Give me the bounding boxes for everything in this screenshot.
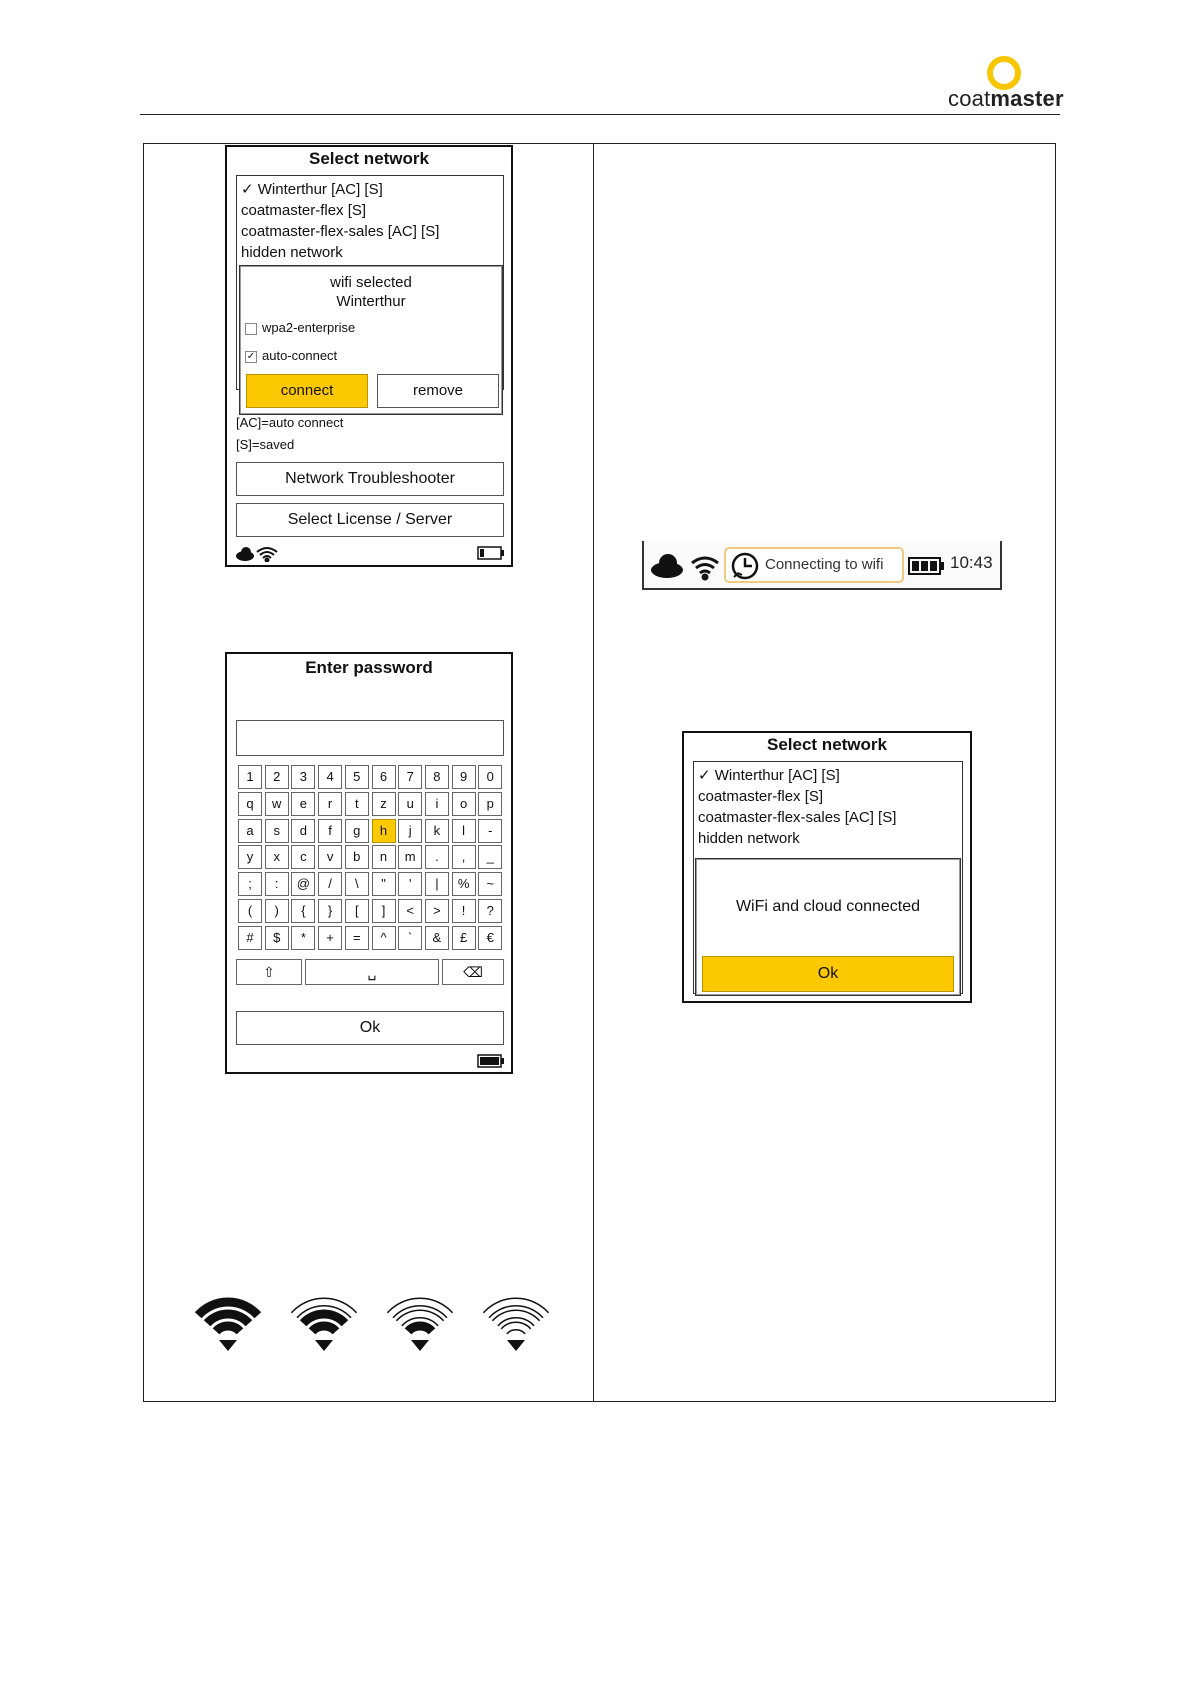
keyboard-key[interactable]: y (238, 845, 262, 869)
cloud-icon (236, 547, 254, 561)
keyboard-key[interactable]: 5 (345, 765, 369, 789)
network-item-winterthur[interactable]: ✓ Winterthur [AC] [S] (241, 181, 383, 198)
keyboard-key[interactable]: > (425, 899, 449, 923)
keyboard-key[interactable]: 3 (291, 765, 315, 789)
wifi-icon (692, 558, 718, 579)
keyboard-key[interactable]: j (398, 819, 422, 843)
keyboard-key[interactable]: v (318, 845, 342, 869)
keyboard-key[interactable]: 0 (478, 765, 502, 789)
auto-connect-option[interactable] (245, 348, 337, 363)
keyboard-key[interactable]: " (372, 872, 396, 896)
auto-connect-label: auto-connect (262, 348, 338, 363)
keyboard-key[interactable]: ` (398, 926, 422, 950)
keyboard-key[interactable]: < (398, 899, 422, 923)
auto-connect-checkbox[interactable]: ✓ (246, 350, 256, 362)
wifi-dot (219, 1340, 237, 1351)
keyboard-key[interactable]: t (345, 792, 369, 816)
wpa2-label: wpa2-enterprise (262, 320, 356, 335)
connected-dialog (695, 858, 961, 996)
keyboard-key[interactable]: q (238, 792, 262, 816)
wifi-arc (408, 1326, 432, 1331)
keyboard-key[interactable]: f (318, 819, 342, 843)
battery-full-icon (477, 1054, 505, 1068)
keyboard-key[interactable]: h (372, 819, 396, 843)
keyboard-key[interactable]: + (318, 926, 342, 950)
password-input[interactable] (236, 720, 504, 756)
network-item-coatmaster-flex[interactable]: coatmaster-flex [S] (698, 788, 824, 805)
keyboard-key[interactable]: 9 (452, 765, 476, 789)
status-bar-left-icons (650, 551, 720, 581)
keyboard-key[interactable]: - (478, 819, 502, 843)
keyboard-key[interactable]: | (425, 872, 449, 896)
keyboard-key[interactable]: x (265, 845, 289, 869)
keyboard-key[interactable]: c (291, 845, 315, 869)
keyboard-key[interactable]: w (265, 792, 289, 816)
keyboard-key[interactable]: o (452, 792, 476, 816)
keyboard-key[interactable]: 6 (372, 765, 396, 789)
remove-button[interactable]: remove (377, 374, 499, 408)
logo-text-light: coat (948, 86, 991, 111)
keyboard-key[interactable]: $ (265, 926, 289, 950)
keyboard-key[interactable]: ^ (372, 926, 396, 950)
keyboard-key[interactable]: b (345, 845, 369, 869)
keyboard-key[interactable]: e (291, 792, 315, 816)
keyboard-key[interactable]: . (425, 845, 449, 869)
keyboard-key[interactable]: 1 (238, 765, 262, 789)
enter-password-screen (225, 652, 513, 1074)
wifi-arc-hollow (504, 1326, 528, 1331)
wifi-dot (315, 1340, 333, 1351)
status-time: 10:43 (950, 553, 993, 572)
keyboard-key[interactable]: d (291, 819, 315, 843)
keyboard-key[interactable]: ~ (478, 872, 502, 896)
select-license-server-button[interactable]: Select License / Server (236, 503, 504, 537)
battery-icon (908, 556, 946, 576)
keyboard-key[interactable]: 7 (398, 765, 422, 789)
keyboard-key[interactable]: = (345, 926, 369, 950)
backspace-key[interactable]: ⌫ (442, 959, 504, 985)
cloud-icon (651, 554, 683, 578)
keyboard-key[interactable]: 2 (265, 765, 289, 789)
keyboard-key[interactable]: : (265, 872, 289, 896)
keyboard-key[interactable]: k (425, 819, 449, 843)
header-rule (140, 114, 1060, 115)
screen1-status-icons (235, 544, 283, 562)
dialog-line-1: wifi selected (330, 274, 412, 291)
keyboard-key[interactable]: ; (238, 872, 262, 896)
keyboard-key[interactable]: & (425, 926, 449, 950)
legend-auto-connect: [AC]=auto connect (236, 415, 344, 430)
logo-ring-icon (987, 56, 1021, 90)
keyboard-key[interactable]: # (238, 926, 262, 950)
connect-button[interactable]: connect (246, 374, 368, 408)
wifi-strength-icon (198, 1302, 258, 1351)
wifi-arc (312, 1326, 336, 1331)
keyboard-key[interactable]: € (478, 926, 502, 950)
screen-title: Enter password (305, 658, 433, 677)
keyboard-key[interactable]: 8 (425, 765, 449, 789)
keyboard-key[interactable]: ] (372, 899, 396, 923)
screen-title: Select network (309, 149, 429, 168)
keyboard-key[interactable]: u (398, 792, 422, 816)
keyboard-key[interactable]: 4 (318, 765, 342, 789)
ok-button[interactable]: Ok (236, 1011, 504, 1045)
wifi-dot (507, 1340, 525, 1351)
keyboard-key[interactable]: * (291, 926, 315, 950)
keyboard-key[interactable]: ? (478, 899, 502, 923)
keyboard-key[interactable]: ) (265, 899, 289, 923)
battery-low-icon (477, 546, 505, 560)
screen-title: Select network (767, 735, 887, 754)
keyboard-key[interactable]: _ (478, 845, 502, 869)
wifi-strength-icon (486, 1302, 546, 1351)
select-network-screen (225, 145, 513, 567)
keyboard-key[interactable]: z (372, 792, 396, 816)
network-item-winterthur[interactable]: ✓ Winterthur [AC] [S] (698, 767, 840, 784)
keyboard-key[interactable]: % (452, 872, 476, 896)
wpa2-enterprise-option[interactable] (245, 320, 355, 335)
ok-button[interactable]: Ok (702, 956, 954, 992)
keyboard-key[interactable]: \ (345, 872, 369, 896)
wifi-dot (411, 1340, 429, 1351)
keyboard-key[interactable]: l (452, 819, 476, 843)
keyboard-key[interactable]: s (265, 819, 289, 843)
network-item-coatmaster-flex-sales[interactable]: coatmaster-flex-sales [AC] [S] (698, 809, 897, 826)
brand-logo (948, 86, 1064, 112)
table-column-divider (593, 143, 594, 1402)
network-item-coatmaster-flex-sales[interactable]: coatmaster-flex-sales [AC] [S] (241, 223, 440, 240)
keyboard-key[interactable]: r (318, 792, 342, 816)
dialog-network-name: Winterthur (336, 293, 406, 310)
keyboard-key[interactable]: m (398, 845, 422, 869)
keyboard-key[interactable]: ' (398, 872, 422, 896)
space-key[interactable]: ␣ (305, 959, 439, 985)
connecting-label: Connecting to wifi (765, 556, 884, 573)
keyboard-key[interactable]: / (318, 872, 342, 896)
network-troubleshooter-button[interactable]: Network Troubleshooter (236, 462, 504, 496)
keyboard-key[interactable]: ( (238, 899, 262, 923)
wifi-icon (257, 548, 277, 562)
clock-icon (730, 551, 760, 581)
keyboard-key[interactable]: { (291, 899, 315, 923)
connected-message: WiFi and cloud connected (735, 898, 921, 915)
logo-text-bold: master (990, 86, 1064, 111)
keyboard-key[interactable]: g (345, 819, 369, 843)
wifi-arc (216, 1326, 240, 1331)
network-item-hidden[interactable]: hidden network (698, 830, 800, 847)
keyboard-key[interactable]: , (452, 845, 476, 869)
wifi-selected-dialog (239, 265, 503, 415)
network-item-coatmaster-flex[interactable]: coatmaster-flex [S] (241, 202, 367, 219)
wifi-strength-icon (390, 1302, 450, 1351)
connected-confirmation-screen (682, 731, 972, 1003)
keyboard-key[interactable]: a (238, 819, 262, 843)
keyboard-key[interactable]: p (478, 792, 502, 816)
keyboard-key[interactable]: } (318, 899, 342, 923)
network-item-hidden[interactable]: hidden network (241, 244, 343, 261)
keyboard-key[interactable]: @ (291, 872, 315, 896)
keyboard-key[interactable]: n (372, 845, 396, 869)
wpa2-checkbox[interactable] (245, 323, 257, 335)
wifi-strength-icons (180, 1286, 565, 1358)
keyboard-key[interactable]: i (425, 792, 449, 816)
keyboard-key[interactable]: [ (345, 899, 369, 923)
legend-saved: [S]=saved (236, 437, 295, 452)
shift-key[interactable]: ⇧ (236, 959, 302, 985)
keyboard-key[interactable]: ! (452, 899, 476, 923)
wifi-strength-icon (294, 1302, 354, 1351)
keyboard-key[interactable]: £ (452, 926, 476, 950)
